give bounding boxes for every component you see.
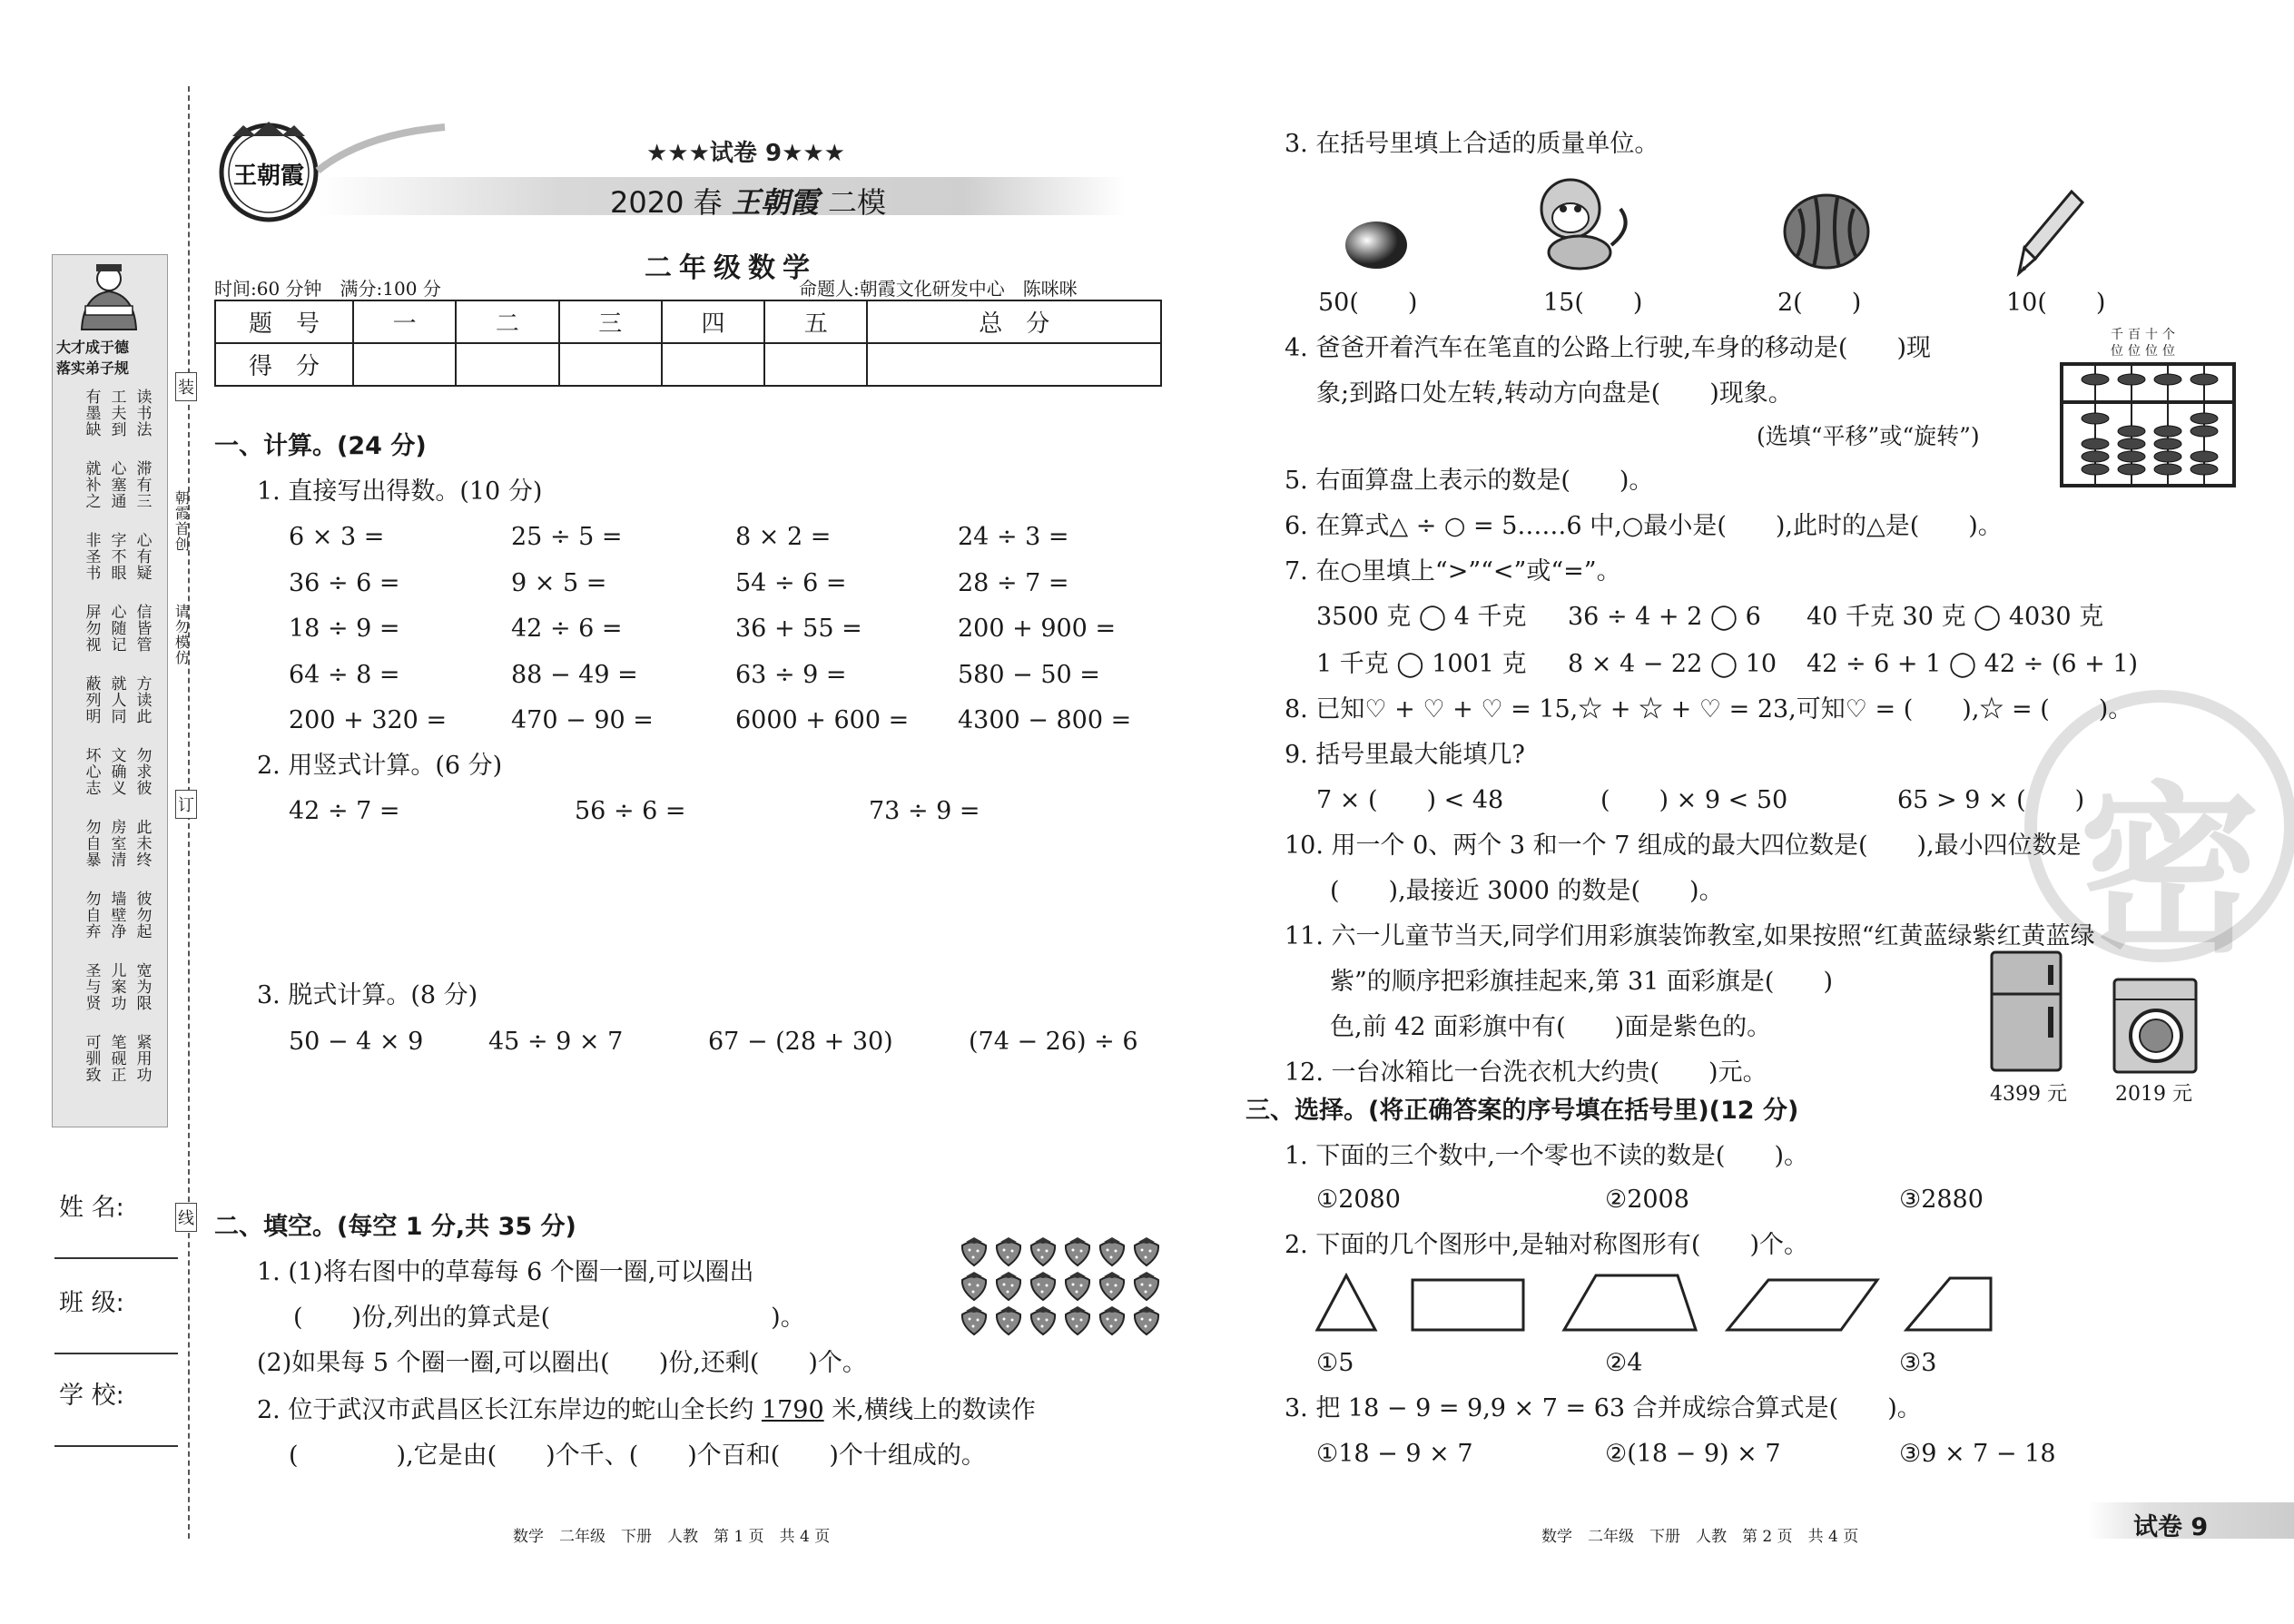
poem-column: 勿自弃 — [82, 891, 101, 940]
arith-item: 8 × 2 = — [735, 523, 832, 551]
choice-option: ③3 — [1899, 1349, 1937, 1377]
c2: 2. 下面的几个图形中,是轴对称图形有( )个。 — [1285, 1231, 1808, 1259]
poem-column: 屏勿视 — [82, 604, 101, 653]
abacus-bead — [2118, 374, 2145, 385]
q10-line2: ( ),最接近 3000 的数是( )。 — [1330, 877, 1724, 905]
poem-block — [60, 891, 156, 956]
binding-note-2: 请勿模仿 — [172, 604, 191, 665]
q4-line1: 4. 爸爸开着汽车在笔直的公路上行驶,车身的移动是( )现 — [1285, 334, 1931, 362]
abacus-bead — [2191, 374, 2218, 385]
scholar-figure — [65, 259, 153, 331]
q11-line2: 紫”的顺序把彩旗挂起来,第 31 面彩旗是( ) — [1330, 968, 1833, 996]
s2-q2-line2: ( ),它是由( )个千、( )个百和( )个十组成的。 — [289, 1442, 986, 1470]
poem-column: 就人同 — [107, 675, 126, 724]
arith-item: 24 ÷ 3 = — [958, 523, 1069, 551]
r-q3-title: 3. 在括号里填上合适的质量单位。 — [1285, 130, 1659, 158]
choice-option: ③2880 — [1899, 1186, 1984, 1214]
title-brand: 王朝霞 — [731, 185, 819, 220]
footer-left: 数学 二年级 下册 人教 第 1 页 共 4 页 — [513, 1528, 831, 1546]
score-cell: 总 分 — [867, 300, 1161, 343]
abacus-bead — [2118, 464, 2145, 475]
score-cell: 四 — [662, 300, 764, 343]
arith-item: 9 × 5 = — [511, 568, 607, 597]
choice-option: ②(18 − 9) × 7 — [1605, 1440, 1781, 1468]
q1-title: 1. 直接写出得数。(10 分) — [257, 477, 543, 506]
poem-column: 宽为限 — [133, 962, 152, 1011]
arith-item: 200 + 320 = — [289, 706, 448, 734]
ribbon — [309, 116, 454, 180]
watermelon-image — [1781, 191, 1872, 276]
poem-column: 非圣书 — [82, 532, 101, 581]
mass-blank: 10( ) — [2006, 289, 2106, 317]
score-table — [214, 300, 1162, 387]
poem-column: 房室清 — [107, 819, 126, 868]
s2-q1-line1: 1. (1)将右图中的草莓每 6 个圈一圈,可以圈出 — [257, 1258, 754, 1286]
footer-right: 数学 二年级 下册 人教 第 2 页 共 4 页 — [1541, 1528, 1859, 1546]
abacus-bead — [2154, 374, 2181, 385]
poem-column: 儿案功 — [107, 962, 126, 1011]
q7-title: 7. 在○里填上“>”“<”或“=”。 — [1285, 557, 1621, 586]
binding-mark-2: 订 — [175, 790, 197, 819]
q10-line1: 10. 用一个 0、两个 3 和一个 7 组成的最大四位数是( ),最小四位数是 — [1285, 832, 2082, 860]
poem-column: 信皆管 — [133, 604, 152, 653]
q2-title: 2. 用竖式计算。(6 分) — [257, 752, 503, 780]
choice-option: ①2080 — [1316, 1186, 1401, 1214]
poem-column: 彼勿起 — [133, 891, 152, 940]
poem-column: 心随记 — [107, 604, 126, 653]
compare-item: 1 千克 ◯ 1001 克 — [1316, 650, 1527, 678]
abacus-bead — [2082, 451, 2109, 462]
sidebar-motto-2: 落实弟子规 — [56, 359, 130, 377]
s2-q1-line3: (2)如果每 5 个圈一圈,可以圈出( )份,还剩( )个。 — [257, 1349, 867, 1377]
poem-column: 心塞通 — [107, 460, 126, 509]
poem-column: 可驯致 — [82, 1034, 101, 1083]
poem-column: 蔽列明 — [82, 675, 101, 724]
poem-block — [60, 675, 156, 741]
q9-item: 7 × ( ) < 48 — [1316, 786, 1504, 814]
poem-block — [60, 747, 156, 812]
choice-option: ②2008 — [1605, 1186, 1689, 1214]
q11-line1: 11. 六一儿童节当天,同学们用彩旗装饰教室,如果按照“红黄蓝绿紫红黄蓝绿 — [1285, 922, 2095, 950]
q2-item: 56 ÷ 6 = — [575, 797, 686, 825]
poem-column: 就补之 — [82, 460, 101, 509]
title-post: 二模 — [827, 185, 886, 220]
class-field[interactable] — [54, 1353, 178, 1354]
exam-title — [610, 180, 886, 221]
poem-column: 勿求彼 — [133, 747, 152, 796]
strawberry-icon — [958, 1235, 990, 1267]
abacus-bead — [2118, 426, 2145, 437]
s2-q1-line2: ( )份,列出的算式是( )。 — [293, 1304, 805, 1332]
class-label: 班 级: — [59, 1289, 124, 1317]
poem-column: 字不眼 — [107, 532, 126, 581]
mass-blank: 50( ) — [1318, 289, 1418, 317]
poem-column: 工夫到 — [107, 389, 126, 438]
abacus-bead — [2118, 438, 2145, 449]
poem-column: 紧用功 — [133, 1034, 152, 1083]
arith-item: 64 ÷ 8 = — [289, 660, 400, 689]
abacus-bead — [2082, 464, 2109, 475]
q12: 12. 一台冰箱比一台洗衣机大约贵( )元。 — [1285, 1058, 1767, 1087]
compare-item: 36 ÷ 4 + 2 ◯ 6 — [1568, 603, 1761, 631]
q5: 5. 右面算盘上表示的数是( )。 — [1285, 467, 1654, 495]
score-input[interactable] — [867, 343, 1161, 386]
watermark-char: 密 — [2079, 766, 2261, 978]
name-field[interactable] — [54, 1257, 178, 1259]
poem-column: 滞有三 — [133, 460, 152, 509]
compare-item: 3500 克 ◯ 4 千克 — [1316, 603, 1527, 631]
arith-item: 6 × 3 = — [289, 523, 385, 551]
poem-column: 有墨缺 — [82, 389, 101, 438]
compare-item: 40 千克 30 克 ◯ 4030 克 — [1807, 603, 2104, 631]
poem-column: 方读此 — [133, 675, 152, 724]
section-3-title: 三、选择。(将正确答案的序号填在括号里)(12 分) — [1245, 1097, 1799, 1125]
binding-mark-3: 线 — [175, 1203, 197, 1232]
poem-block — [60, 460, 156, 526]
abacus-label-2: 位位位位 — [2111, 344, 2180, 359]
strawberry-icon — [1061, 1304, 1094, 1336]
poem-column: 读书法 — [133, 389, 152, 438]
c1: 1. 下面的三个数中,一个零也不读的数是( )。 — [1285, 1142, 1808, 1170]
title-pre: 2020 春 — [610, 185, 723, 220]
strawberry-icon — [1027, 1269, 1059, 1302]
q3-item: 45 ÷ 9 × 7 — [488, 1028, 624, 1056]
score-cell: 得 分 — [215, 343, 353, 386]
abacus-bead — [2191, 451, 2218, 462]
abacus-bead — [2154, 426, 2181, 437]
c3: 3. 把 18 − 9 = 9,9 × 7 = 63 合并成综合算式是( )。 — [1285, 1394, 1922, 1422]
score-cell: 一 — [353, 300, 456, 343]
school-label: 学 校: — [59, 1382, 124, 1410]
q3-item: 50 − 4 × 9 — [289, 1028, 424, 1056]
q9-item: 65 > 9 × ( ) — [1897, 786, 2085, 814]
abacus-label: 千百十个 — [2111, 328, 2180, 342]
arith-item: 4300 − 800 = — [958, 706, 1132, 734]
arith-item: 200 + 900 = — [958, 615, 1117, 643]
name-label: 姓 名: — [59, 1194, 124, 1222]
arith-item: 18 ÷ 9 = — [289, 615, 400, 643]
fridge-image — [1988, 949, 2066, 1079]
arith-item: 54 ÷ 6 = — [735, 568, 847, 597]
poem-block — [60, 604, 156, 669]
strawberry-icon — [1061, 1235, 1094, 1267]
poem-column: 勿自暴 — [82, 819, 101, 868]
poem-block — [60, 389, 156, 454]
egg-image — [1342, 218, 1411, 276]
compare-item: 42 ÷ 6 + 1 ◯ 42 ÷ (6 + 1) — [1807, 650, 2139, 678]
subject-title: 二年级数学 — [645, 252, 817, 284]
abacus-bead — [2082, 374, 2109, 385]
abacus-bead — [2154, 451, 2181, 462]
strawberry-icon — [1096, 1269, 1128, 1302]
strawberry-icon — [1061, 1269, 1094, 1302]
strawberry-icon — [1096, 1304, 1128, 1336]
poem-column: 笔砚正 — [107, 1034, 126, 1083]
poem-column: 墙壁净 — [107, 891, 126, 940]
score-input[interactable] — [559, 343, 662, 386]
mass-blank: 15( ) — [1543, 289, 1643, 317]
q4-hint: (选填“平移”或“旋转”) — [1757, 423, 1980, 449]
score-row-values — [215, 343, 1161, 386]
choice-option: ①18 − 9 × 7 — [1316, 1440, 1473, 1468]
abacus-bead — [2191, 426, 2218, 437]
strawberry-icon — [1096, 1235, 1128, 1267]
shapes-row — [1314, 1271, 2004, 1338]
choice-option: ③9 × 7 − 18 — [1899, 1440, 2056, 1468]
abacus-bead — [2082, 438, 2109, 449]
q2-item: 42 ÷ 7 = — [289, 797, 400, 825]
arith-item: 42 ÷ 6 = — [511, 615, 623, 643]
score-input[interactable] — [353, 343, 456, 386]
footer-tag: 试卷 9 — [2133, 1513, 2209, 1541]
q3-item: 67 − (28 + 30) — [708, 1028, 893, 1056]
score-row-header — [215, 300, 1161, 343]
q6: 6. 在算式△ ÷ ○ = 5……6 中,○最小是( ),此时的△是( )。 — [1285, 512, 2003, 540]
choice-option: ①5 — [1316, 1349, 1354, 1377]
abacus-bead — [2191, 413, 2218, 424]
strawberry-icon — [1130, 1235, 1163, 1267]
q11-line3: 色,前 42 面彩旗中有( )面是紫色的。 — [1330, 1013, 1772, 1041]
poem-column: 此未终 — [133, 819, 152, 868]
q3-item: (74 − 26) ÷ 6 — [969, 1028, 1138, 1056]
fridge-price: 4399 元 — [1990, 1083, 2067, 1106]
abacus-bead — [2154, 464, 2181, 475]
strawberry-icon — [992, 1235, 1025, 1267]
strawberry-icon — [992, 1304, 1025, 1336]
q4-line2: 象;到路口处左转,转动方向盘是( )现象。 — [1316, 379, 1793, 408]
section-1-title: 一、计算。(24 分) — [214, 432, 427, 460]
svg-text:王朝霞: 王朝霞 — [232, 162, 305, 190]
school-field[interactable] — [54, 1445, 178, 1447]
q2-item: 73 ÷ 9 = — [869, 797, 980, 825]
underlined-number: 1790 — [761, 1396, 824, 1424]
time-info: 时间:60 分钟 满分:100 分 — [214, 278, 441, 300]
q3-title: 3. 脱式计算。(8 分) — [257, 981, 478, 1009]
score-input[interactable] — [456, 343, 558, 386]
arith-item: 470 − 90 = — [511, 706, 654, 734]
section-2-title: 二、填空。(每空 1 分,共 35 分) — [214, 1213, 576, 1241]
q8: 8. 已知♡ + ♡ + ♡ = 15,☆ + ☆ + ♡ = 23,可知♡ = ( ),☆ = ( )。 — [1285, 695, 2133, 723]
abacus-image — [2059, 361, 2237, 492]
strawberry-icon — [958, 1269, 990, 1302]
abacus-bead — [2154, 438, 2181, 449]
poem-block — [60, 532, 156, 597]
s2-q2-line1 — [257, 1398, 1036, 1422]
poem-column: 坏心志 — [82, 747, 101, 796]
score-cell: 三 — [559, 300, 662, 343]
exam-tag: ★★★试卷 9★★★ — [646, 140, 845, 167]
abacus-bead — [2082, 413, 2109, 424]
poem-block — [60, 1034, 156, 1099]
abacus-bead — [2191, 464, 2218, 475]
poem-block — [60, 819, 156, 884]
binding-note-1: 朝霞首创 — [172, 490, 191, 552]
score-cell: 二 — [456, 300, 558, 343]
score-input[interactable] — [764, 343, 867, 386]
sidebar-poem — [60, 389, 160, 1115]
arith-item: 36 + 55 = — [735, 615, 862, 643]
strawberry-icon — [992, 1269, 1025, 1302]
strawberry-icon — [958, 1304, 990, 1336]
washer-price: 2019 元 — [2115, 1083, 2192, 1106]
brand-logo — [216, 118, 321, 223]
arith-item: 88 − 49 = — [511, 660, 638, 689]
score-cell: 题 号 — [215, 300, 353, 343]
washer-image — [2111, 976, 2201, 1079]
arith-item: 63 ÷ 9 = — [735, 660, 847, 689]
arith-item: 580 − 50 = — [958, 660, 1100, 689]
arith-item: 28 ÷ 7 = — [958, 568, 1069, 597]
monkey-image — [1521, 172, 1639, 276]
mass-blank: 2( ) — [1777, 289, 1862, 317]
s2-q2-text-b: 米,横线上的数读作 — [823, 1396, 1036, 1424]
q9-item: ( ) × 9 < 50 — [1600, 786, 1788, 814]
score-cell: 五 — [764, 300, 867, 343]
score-input[interactable] — [662, 343, 764, 386]
pencil-image — [2015, 186, 2088, 281]
arith-item: 36 ÷ 6 = — [289, 568, 400, 597]
poem-block — [60, 962, 156, 1028]
strawberry-icon — [1130, 1304, 1163, 1336]
strawberry-icon — [1130, 1269, 1163, 1302]
abacus-bead — [2118, 451, 2145, 462]
binding-mark-1: 装 — [175, 372, 197, 401]
q9-title: 9. 括号里最大能填几? — [1285, 741, 1525, 769]
choice-option: ②4 — [1605, 1349, 1643, 1377]
compare-item: 8 × 4 − 22 ◯ 10 — [1568, 650, 1777, 678]
s2-q2-text-a: 2. 位于武汉市武昌区长江东岸边的蛇山全长约 — [257, 1396, 762, 1424]
sidebar-motto-1: 大才成于德 — [56, 339, 130, 356]
strawberry-icon — [1027, 1235, 1059, 1267]
poem-column: 心有疑 — [133, 532, 152, 581]
arith-item: 25 ÷ 5 = — [511, 523, 623, 551]
strawberry-icon — [1027, 1304, 1059, 1336]
author-info: 命题人:朝霞文化研发中心 陈咪咪 — [799, 278, 1078, 300]
arith-item: 6000 + 600 = — [735, 706, 910, 734]
poem-column: 圣与贤 — [82, 962, 101, 1011]
poem-column: 文确义 — [107, 747, 126, 796]
